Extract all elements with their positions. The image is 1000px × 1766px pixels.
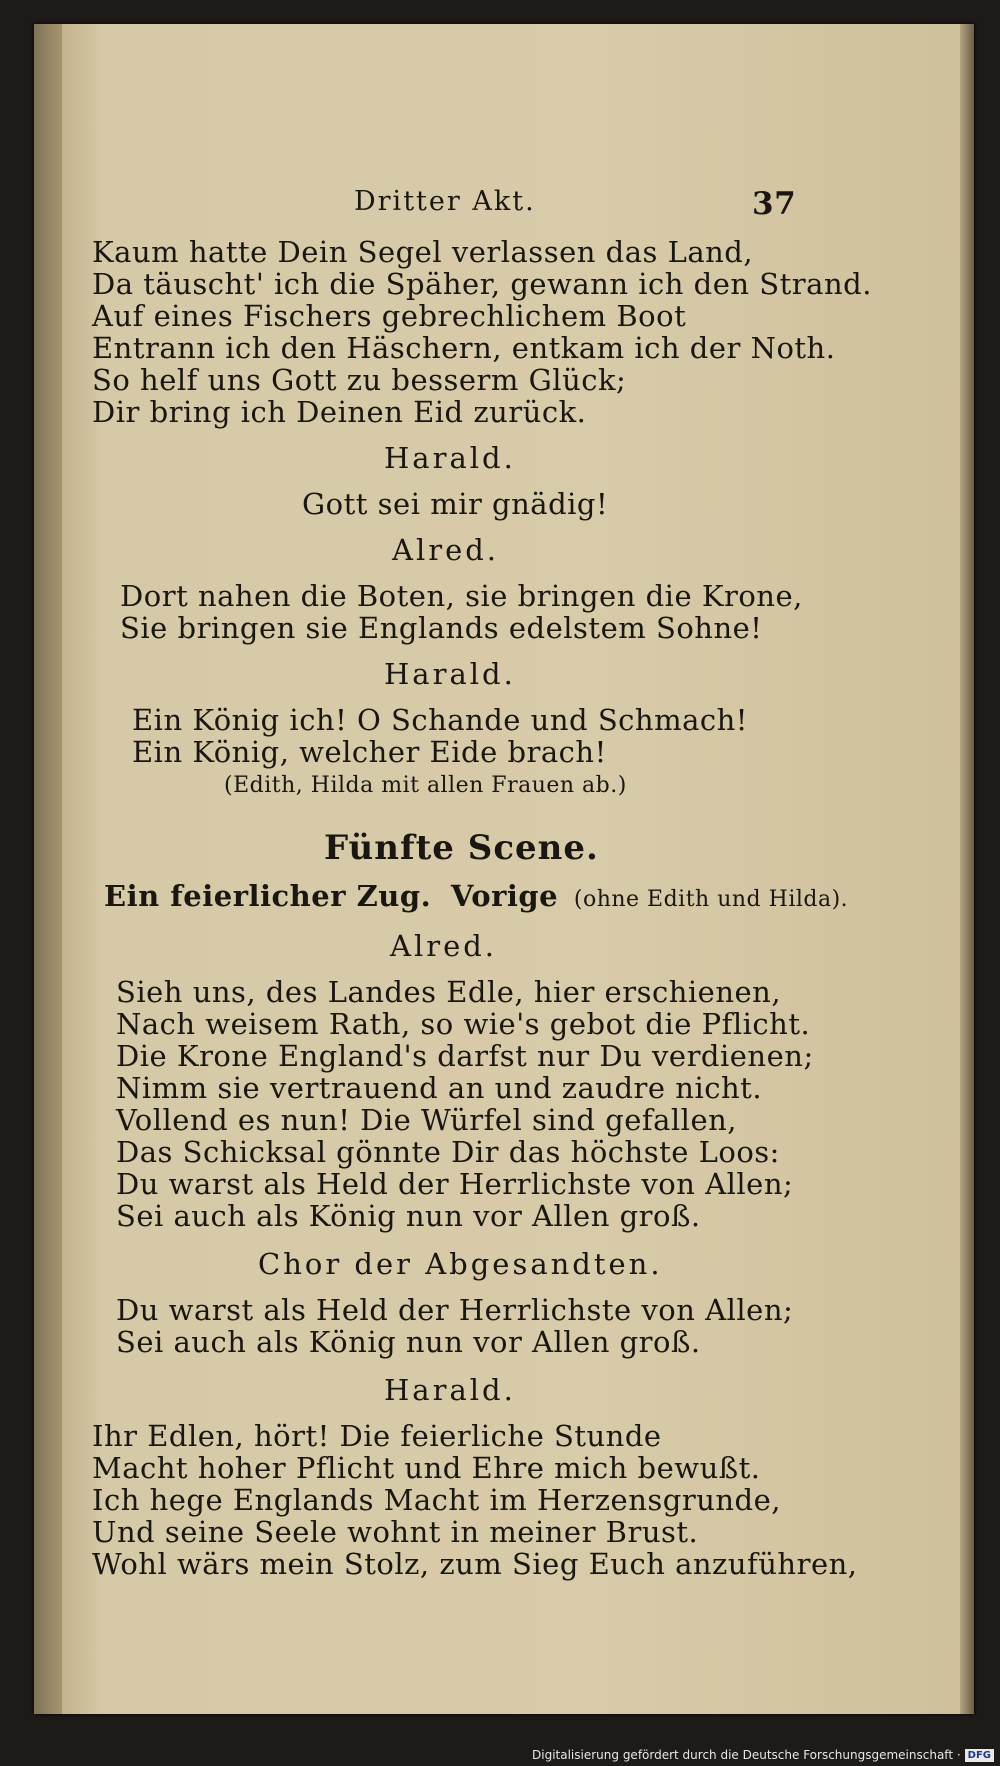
verse-line: Ein König, welcher Eide brach! [132,735,607,769]
verse-line: Dir bring ich Deinen Eid zurück. [92,395,587,429]
scene-title: Fünfte Scene. [324,828,599,868]
digitization-credit [532,1748,994,1762]
verse-line: Vollend es nun! Die Würfel sind gefallen, [116,1103,738,1137]
verse-line: Sie bringen sie Englands edelstem Sohne! [120,611,763,645]
verse-line: Dort nahen die Boten, sie bringen die Krone, [120,579,803,613]
verse-line: Sei auch als König nun vor Allen groß. [116,1325,701,1359]
verse-line: Die Krone England's darfst nur Du verdienen; [116,1039,814,1073]
verse-line: Nach weisem Rath, so wie's gebot die Pflicht. [116,1007,811,1041]
verse-line: Sieh uns, des Landes Edle, hier erschienen, [116,975,782,1009]
page-number: 37 [752,186,797,222]
verse-line: Ein König ich! O Schande und Schmach! [132,703,748,737]
verse-line: Sei auch als König nun vor Allen groß. [116,1199,701,1233]
speaker-name: Chor der Abgesandten. [258,1247,663,1281]
running-title: Dritter Akt. [354,186,536,217]
verse-line: So helf uns Gott zu besserm Glück; [92,363,627,397]
verse-line: Macht hoher Pflicht und Ehre mich bewußt. [92,1451,761,1485]
procession-text: Ein feierlicher Zug. [104,879,432,913]
verse-line: Ich hege Englands Macht im Herzensgrunde, [92,1483,782,1517]
dfg-logo: DFG [965,1749,994,1762]
speaker-name: Harald. [384,1373,516,1407]
verse-line: Und seine Seele wohnt in meiner Brust. [92,1515,699,1549]
speaker-name: Alred. [392,533,500,567]
stage-direction: (Edith, Hilda mit allen Frauen ab.) [224,773,627,798]
stage-direction [104,880,848,916]
verse-line: Nimm sie vertrauend an und zaudre nicht. [116,1071,763,1105]
verse-line: Wohl wärs mein Stolz, zum Sieg Euch anzuführen, [92,1547,858,1581]
verse-line: Du warst als Held der Herrlichste von Allen; [116,1293,794,1327]
verse-line: Auf eines Fischers gebrechlichem Boot [92,299,687,333]
book-page [34,24,974,1714]
verse-line: Ihr Edlen, hört! Die feierliche Stunde [92,1419,662,1453]
verse-line: Kaum hatte Dein Segel verlassen das Land, [92,235,754,269]
speaker-name: Harald. [384,657,516,691]
speaker-name: Harald. [384,441,516,475]
verse-line: Du warst als Held der Herrlichste von Allen; [116,1167,794,1201]
verse-line: Gott sei mir gnädig! [302,487,609,521]
verse-line: Entrann ich den Häschern, entkam ich der Noth. [92,331,836,365]
credit-text: Digitalisierung gefördert durch die Deutsche Forschungsgemeinschaft · [532,1748,961,1762]
stage-note: (ohne Edith und Hilda). [573,887,849,912]
page-text [34,24,974,1714]
previous-persons: Vorige [450,879,559,913]
verse-line: Da täuscht' ich die Späher, gewann ich den Strand. [92,267,872,301]
speaker-name: Alred. [390,929,498,963]
verse-line: Das Schicksal gönnte Dir das höchste Loos: [116,1135,780,1169]
